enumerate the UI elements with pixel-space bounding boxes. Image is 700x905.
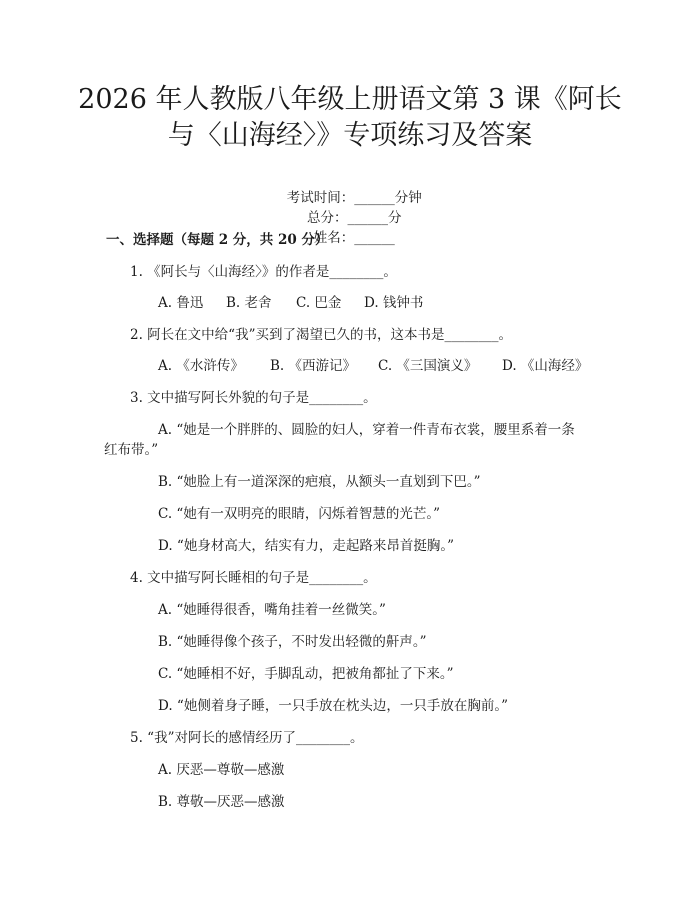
- question-1-options: [158, 293, 423, 313]
- option-a: A. “她是一个胖胖的、圆脸的妇人，穿着一件青布衣裳，腰里系着一条: [158, 422, 575, 438]
- question-1: 1. 《阿长与〈山海经〉》的作者是________。: [130, 264, 397, 280]
- exam-info: [0, 168, 700, 248]
- option-b: B. 尊敬—厌恶—感激: [158, 794, 285, 810]
- option-d: D. “她侧着身子睡，一只手放在枕头边，一只手放在胸前。”: [158, 698, 508, 714]
- option-c: C. “她睡相不好，手脚乱动，把被角都扯了下来。”: [158, 666, 454, 682]
- option-d: D. 钱钟书: [364, 295, 424, 311]
- option-b: B. 《西游记》: [270, 358, 357, 374]
- option-b: B. “她脸上有一道深深的疤痕，从额头一直划到下巴。”: [158, 474, 481, 490]
- page-title-line1: 2026 年人教版八年级上册语文第 3 课《阿长: [78, 84, 622, 115]
- question-4: 4. 文中描写阿长睡相的句子是________。: [130, 570, 377, 586]
- option-a: A. 厌恶—尊敬—感激: [158, 762, 285, 778]
- exam-name: 姓名：______: [313, 230, 395, 246]
- question-2-options: [158, 356, 588, 376]
- question-5: 5. “我”对阿长的感情经历了________。: [130, 730, 364, 746]
- option-a-continued: 红布带。”: [104, 442, 159, 458]
- option-c: C. “她有一双明亮的眼睛，闪烁着智慧的光芒。”: [158, 506, 440, 522]
- question-3: 3. 文中描写阿长外貌的句子是________。: [130, 390, 377, 406]
- option-a: A. 《水浒传》: [158, 358, 244, 374]
- option-d: D. 《山海经》: [502, 358, 589, 374]
- option-a: A. “她睡得很香，嘴角挂着一丝微笑。”: [158, 602, 386, 618]
- section-heading: 一、选择题（每题 2 分，共 20 分）: [106, 232, 329, 248]
- option-d: D. “她身材高大，结实有力，走起路来昂首挺胸。”: [158, 538, 454, 554]
- page-title-line2: 与〈山海经〉》专项练习及答案: [167, 120, 533, 151]
- question-2: 2. 阿长在文中给“我”买到了渴望已久的书，这本书是________。: [130, 327, 512, 343]
- option-b: B. 老舍: [226, 295, 272, 311]
- exam-score: 总分：______分: [307, 210, 402, 226]
- exam-time: 考试时间：______分钟: [286, 190, 422, 206]
- option-c: C. 《三国演义》: [378, 358, 478, 374]
- option-c: C. 巴金: [296, 295, 342, 311]
- option-b: B. “她睡得像个孩子，不时发出轻微的鼾声。”: [158, 634, 427, 650]
- option-a: A. 鲁迅: [158, 295, 204, 311]
